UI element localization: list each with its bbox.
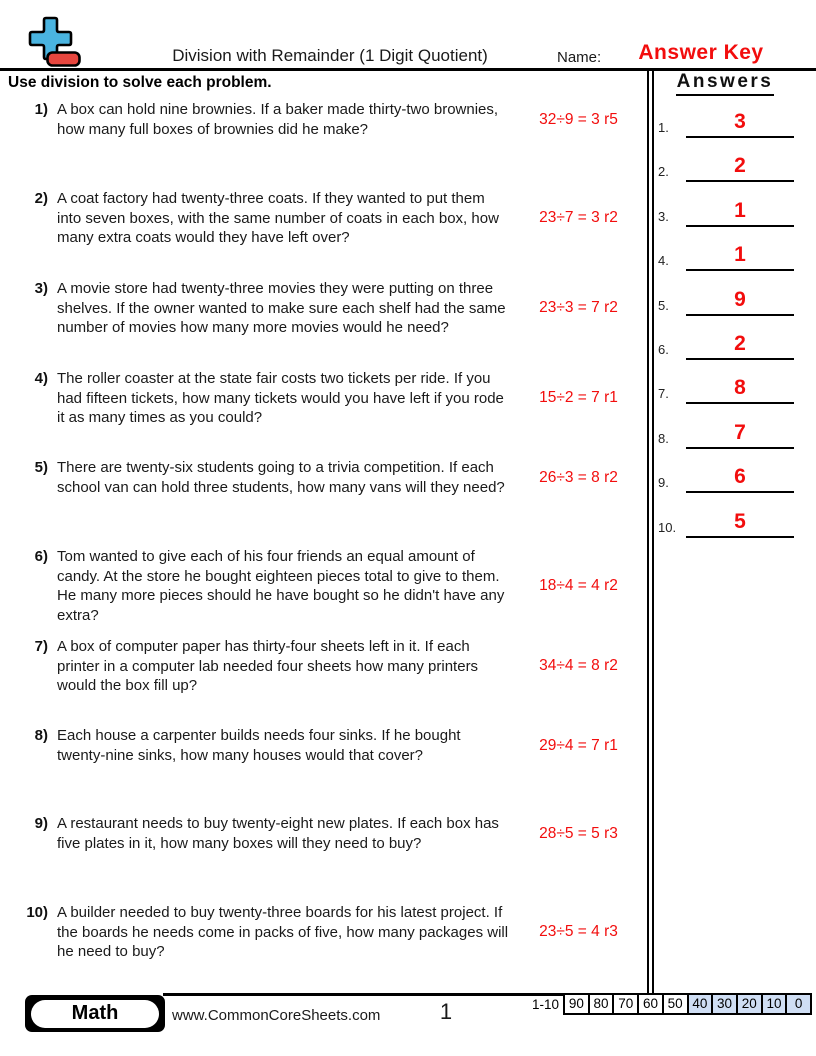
problem-equation: 32÷9 = 3 r5 <box>539 110 618 128</box>
problem-number: 7) <box>34 638 48 655</box>
problem-1 <box>0 100 648 139</box>
score-range-label: 1-10 <box>531 997 559 1012</box>
answer-value: 2 <box>686 330 794 360</box>
answer-value: 9 <box>686 286 794 316</box>
problem-number: 2) <box>34 190 48 207</box>
answer-number: 5. <box>658 298 669 313</box>
answer-number: 3. <box>658 209 669 224</box>
score-cell: 80 <box>588 993 615 1015</box>
answer-item-9 <box>654 463 794 493</box>
problem-equation: 18÷4 = 4 r2 <box>539 577 618 594</box>
score-cell: 70 <box>612 993 639 1015</box>
problem-text: A movie store had twenty-three movies they were putting on three shelves. If the owner wanted to make sure each shelf had the same number of movies how many more movies would he need? <box>57 280 506 336</box>
subject-badge <box>25 995 165 1032</box>
answer-number: 9. <box>658 475 669 490</box>
problem-text: A coat factory had twenty-three coats. If they wanted to put them into seven boxes, with the same number of coats in each box, how many extra coats would they have left over? <box>57 190 499 246</box>
problem-text: The roller coaster at the state fair costs two tickets per ride. If you had fifteen tickets, how many tickets would you have left if you rode it as many times as you could? <box>57 370 504 426</box>
plus-minus-logo-icon <box>26 14 82 70</box>
problem-equation: 34÷4 = 8 r2 <box>539 657 618 675</box>
problem-4 <box>0 369 648 428</box>
answer-value: 8 <box>686 374 794 404</box>
problem-5 <box>0 458 648 497</box>
problem-7 <box>0 637 648 696</box>
answer-value: 7 <box>686 419 794 449</box>
problem-3 <box>0 279 648 338</box>
answer-item-1 <box>654 108 794 138</box>
answer-number: 2. <box>658 164 669 179</box>
answer-value: 5 <box>686 508 794 538</box>
answer-item-5 <box>654 286 794 316</box>
answer-item-10 <box>654 508 794 538</box>
answer-number: 1. <box>658 120 669 135</box>
score-cell: 90 <box>563 993 590 1015</box>
website-url: www.CommonCoreSheets.com <box>172 1007 381 1024</box>
problem-10 <box>0 903 648 962</box>
problem-text: A box can hold nine brownies. If a baker made thirty-two brownies, how many full boxes of brownies did he make? <box>57 101 499 138</box>
problem-equation: 26÷3 = 8 r2 <box>539 468 618 486</box>
answer-item-4 <box>654 241 794 271</box>
answer-number: 6. <box>658 342 669 357</box>
answer-value: 6 <box>686 463 794 493</box>
problem-8 <box>0 726 648 765</box>
instruction-text: Use division to solve each problem. <box>8 74 272 91</box>
answer-number: 4. <box>658 253 669 268</box>
answers-column-divider <box>647 71 654 993</box>
score-cell: 40 <box>687 993 714 1015</box>
problem-number: 10) <box>26 904 48 921</box>
answer-item-3 <box>654 197 794 227</box>
problem-equation: 15÷2 = 7 r1 <box>539 389 618 407</box>
answer-item-6 <box>654 330 794 360</box>
problem-text: A box of computer paper has thirty-four sheets left in it. If each printer in a computer lab needed four sheets how many printers would the box fill up? <box>57 638 479 694</box>
answer-value: 3 <box>686 108 794 138</box>
problem-number: 6) <box>34 548 48 565</box>
problem-number: 5) <box>34 459 48 476</box>
answer-item-7 <box>654 374 794 404</box>
minus-icon <box>48 53 80 66</box>
problem-equation: 28÷5 = 5 r3 <box>539 824 618 842</box>
score-cell: 0 <box>785 993 812 1015</box>
problem-text: A restaurant needs to buy twenty-eight new plates. If each box has five plates in it, how many boxes will they need to buy? <box>57 815 499 852</box>
problem-6 <box>0 547 648 625</box>
problem-equation: 23÷7 = 3 r2 <box>539 209 618 227</box>
score-cell: 50 <box>662 993 689 1015</box>
problem-2 <box>0 189 648 248</box>
problem-number: 3) <box>34 280 48 297</box>
answer-value: 2 <box>686 152 794 182</box>
problem-equation: 29÷4 = 7 r1 <box>539 736 618 754</box>
score-cell: 10 <box>761 993 788 1015</box>
problem-text: There are twenty-six students going to a trivia competition. If each school van can hold three students, how many vans will they need? <box>57 459 505 496</box>
subject-badge-label: Math <box>31 1000 159 1028</box>
score-cell: 60 <box>637 993 664 1015</box>
page-number: 1 <box>439 999 453 1024</box>
score-cell: 20 <box>736 993 763 1015</box>
answer-number: 8. <box>658 431 669 446</box>
problem-number: 8) <box>34 727 48 744</box>
page-title: Division with Remainder (1 Digit Quotient) <box>172 46 488 65</box>
answer-item-8 <box>654 419 794 449</box>
problem-9 <box>0 814 648 853</box>
answer-item-2 <box>654 152 794 182</box>
answer-key-label: Answer Key <box>638 41 764 64</box>
answer-value: 1 <box>686 241 794 271</box>
problem-number: 1) <box>34 101 48 118</box>
answers-heading: Answers <box>660 71 790 96</box>
name-label: Name: <box>557 49 602 66</box>
problem-text: A builder needed to buy twenty-three boards for his latest project. If the boards he needs come in packs of five, how many packages will he need to buy? <box>57 904 509 960</box>
answer-value: 1 <box>686 197 794 227</box>
answer-number: 10. <box>658 520 677 535</box>
answer-number: 7. <box>658 386 669 401</box>
score-cell: 30 <box>711 993 738 1015</box>
problem-text: Tom wanted to give each of his four friends an equal amount of candy. At the store he bought eighteen pieces total to give to them. He many more pieces should he have bought so he didn't have any extra? <box>57 548 505 624</box>
problem-number: 9) <box>34 815 48 832</box>
problem-equation: 23÷3 = 7 r2 <box>539 299 618 317</box>
problem-text: Each house a carpenter builds needs four sinks. If he bought twenty-nine sinks, how many houses would that cover? <box>57 727 461 764</box>
score-table <box>563 993 812 1015</box>
problem-equation: 23÷5 = 4 r3 <box>539 923 618 941</box>
problem-number: 4) <box>34 370 48 387</box>
